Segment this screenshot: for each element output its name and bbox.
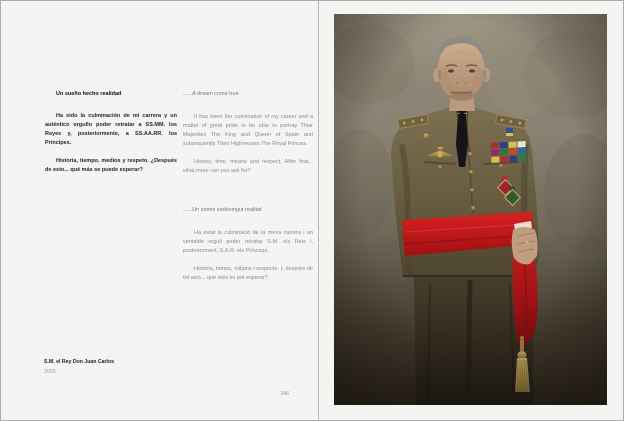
english-heading: ......A dream come true <box>183 91 239 97</box>
right-page <box>319 1 623 420</box>
spanish-paragraph-2: Historia, tiempo, medios y respeto. ¿Después de esto... qué más se puede esperar? <box>45 158 177 173</box>
english-text-block <box>183 90 313 176</box>
page-number: 146 <box>280 391 289 397</box>
catalan-text-block <box>183 206 313 283</box>
spanish-heading: Un sueño hecho realidad <box>56 91 122 97</box>
spanish-text-block <box>45 90 177 175</box>
photo-caption <box>44 359 114 376</box>
catalan-paragraph-2: Història, temps, mitjans i respecte. I, després de tot això... què més es pot esperar? <box>183 266 313 281</box>
vignette-overlay <box>334 14 607 405</box>
portrait-illustration <box>334 14 607 405</box>
portrait-photo <box>334 14 607 405</box>
catalan-paragraph-1: Ha estat la culminació de la meva carrera i un veritable orgull poder retratar S.M. els Reis i, posteriorment, S.A.R. els Prínceps. <box>183 230 313 254</box>
catalan-heading: ......Un somni esdevingut realitat <box>183 207 262 213</box>
english-paragraph-2: History, time, means and respect. After that... what more can you ask for? <box>183 159 313 174</box>
spanish-paragraph-1: Ha sido la culminación de mi carrera y un auténtico orgullo poder retratar a SS.MM. los Reyes y, posteriormente, a SS.AA.RR. los Príncipes. <box>45 113 177 146</box>
caption-year: 2005 <box>44 369 56 375</box>
left-page <box>1 1 318 420</box>
caption-title: S.M. el Rey Don Juan Carlos <box>44 359 115 365</box>
english-paragraph-1: It has been the culmination of my career and a matter of great pride to be able to portray Their Majesties The King and Queen of Spain and subsequently Their Highnesses The Royal Princes. <box>183 114 313 147</box>
